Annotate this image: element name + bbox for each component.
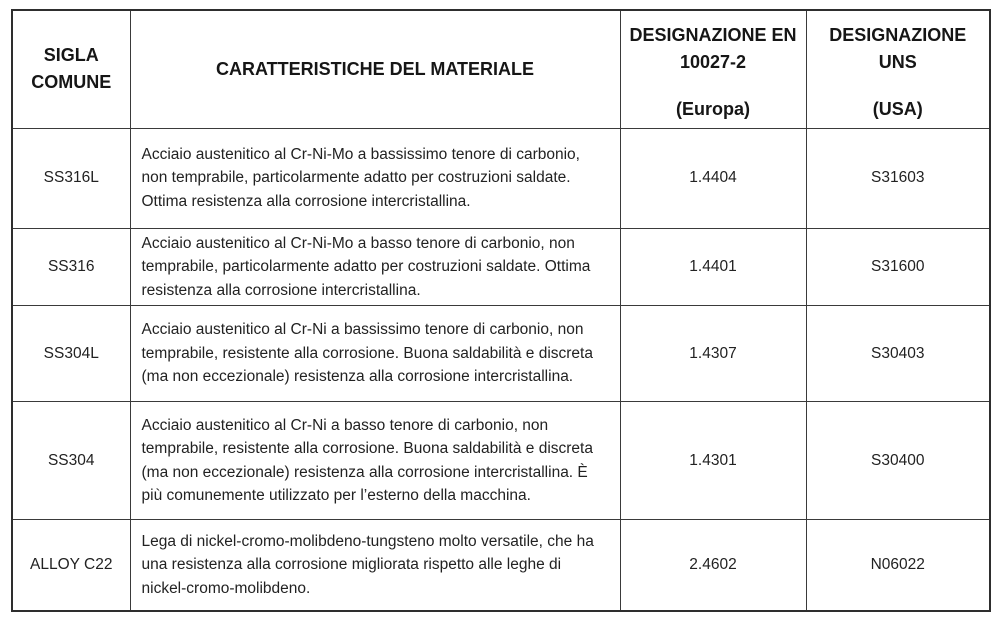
table-row [12, 306, 990, 402]
column-header-sublabel: (Europa) [676, 99, 750, 119]
cell-caratteristiche: Lega di nickel-cromo-molibdeno-tungsteno molto versatile, che ha una resistenza alla corrosione migliorata rispetto alle leghe di nickel-cromo-molibdeno. [130, 520, 620, 611]
header-row [12, 10, 990, 128]
table-header [12, 10, 990, 128]
cell-caratteristiche: Acciaio austenitico al Cr-Ni-Mo a bassissimo tenore di carbonio, non temprabile, particolarmente adatto per costruzioni saldate. Ottima resistenza alla corrosione intercristallina. [130, 128, 620, 228]
table-row [12, 228, 990, 306]
cell-sigla: SS316L [12, 128, 130, 228]
cell-designazione-en: 1.4401 [620, 228, 806, 306]
cell-sigla: SS304 [12, 402, 130, 520]
table-row [12, 402, 990, 520]
materials-table [11, 9, 991, 612]
cell-designazione-en: 1.4301 [620, 402, 806, 520]
cell-caratteristiche: Acciaio austenitico al Cr-Ni a bassissimo tenore di carbonio, non temprabile, resistente alla corrosione. Buona saldabilità e discreta (ma non eccezionale) resistenza alla corrosione intercristallina. [130, 306, 620, 402]
cell-sigla: SS316 [12, 228, 130, 306]
cell-sigla: SS304L [12, 306, 130, 402]
table-row [12, 128, 990, 228]
cell-designazione-en: 2.4602 [620, 520, 806, 611]
cell-designazione-en: 1.4307 [620, 306, 806, 402]
cell-designazione-uns: S30400 [806, 402, 990, 520]
cell-designazione-uns: N06022 [806, 520, 990, 611]
column-header-label: DESIGNAZIONE EN 10027-2 [629, 25, 797, 72]
column-header-caratteristiche [130, 10, 620, 128]
column-header-sublabel: (USA) [872, 99, 923, 119]
cell-caratteristiche: Acciaio austenitico al Cr-Ni-Mo a basso tenore di carbonio, non temprabile, particolarmente adatto per costruzioni saldate. Ottima resistenza alla corrosione intercristallina. [130, 228, 620, 306]
cell-designazione-en: 1.4404 [620, 128, 806, 228]
cell-sigla: ALLOY C22 [12, 520, 130, 611]
cell-designazione-uns: S31603 [806, 128, 990, 228]
column-header-label: SIGLA COMUNE [31, 45, 112, 93]
column-header-label: DESIGNAZIONE UNS [829, 25, 967, 72]
column-header-sigla-comune [12, 10, 130, 128]
column-header-designazione-en [620, 10, 806, 128]
table-row [12, 520, 990, 611]
cell-designazione-uns: S31600 [806, 228, 990, 306]
column-header-designazione-uns [806, 10, 990, 128]
table-body [12, 128, 990, 611]
cell-designazione-uns: S30403 [806, 306, 990, 402]
column-header-label: CARATTERISTICHE DEL MATERIALE [216, 58, 534, 79]
cell-caratteristiche: Acciaio austenitico al Cr-Ni a basso tenore di carbonio, non temprabile, resistente alla corrosione. Buona saldabilità e discreta (ma non eccezionale) resistenza alla corrosione intercristallina. È più comunemente utilizzato per l’esterno della macchina. [130, 402, 620, 520]
